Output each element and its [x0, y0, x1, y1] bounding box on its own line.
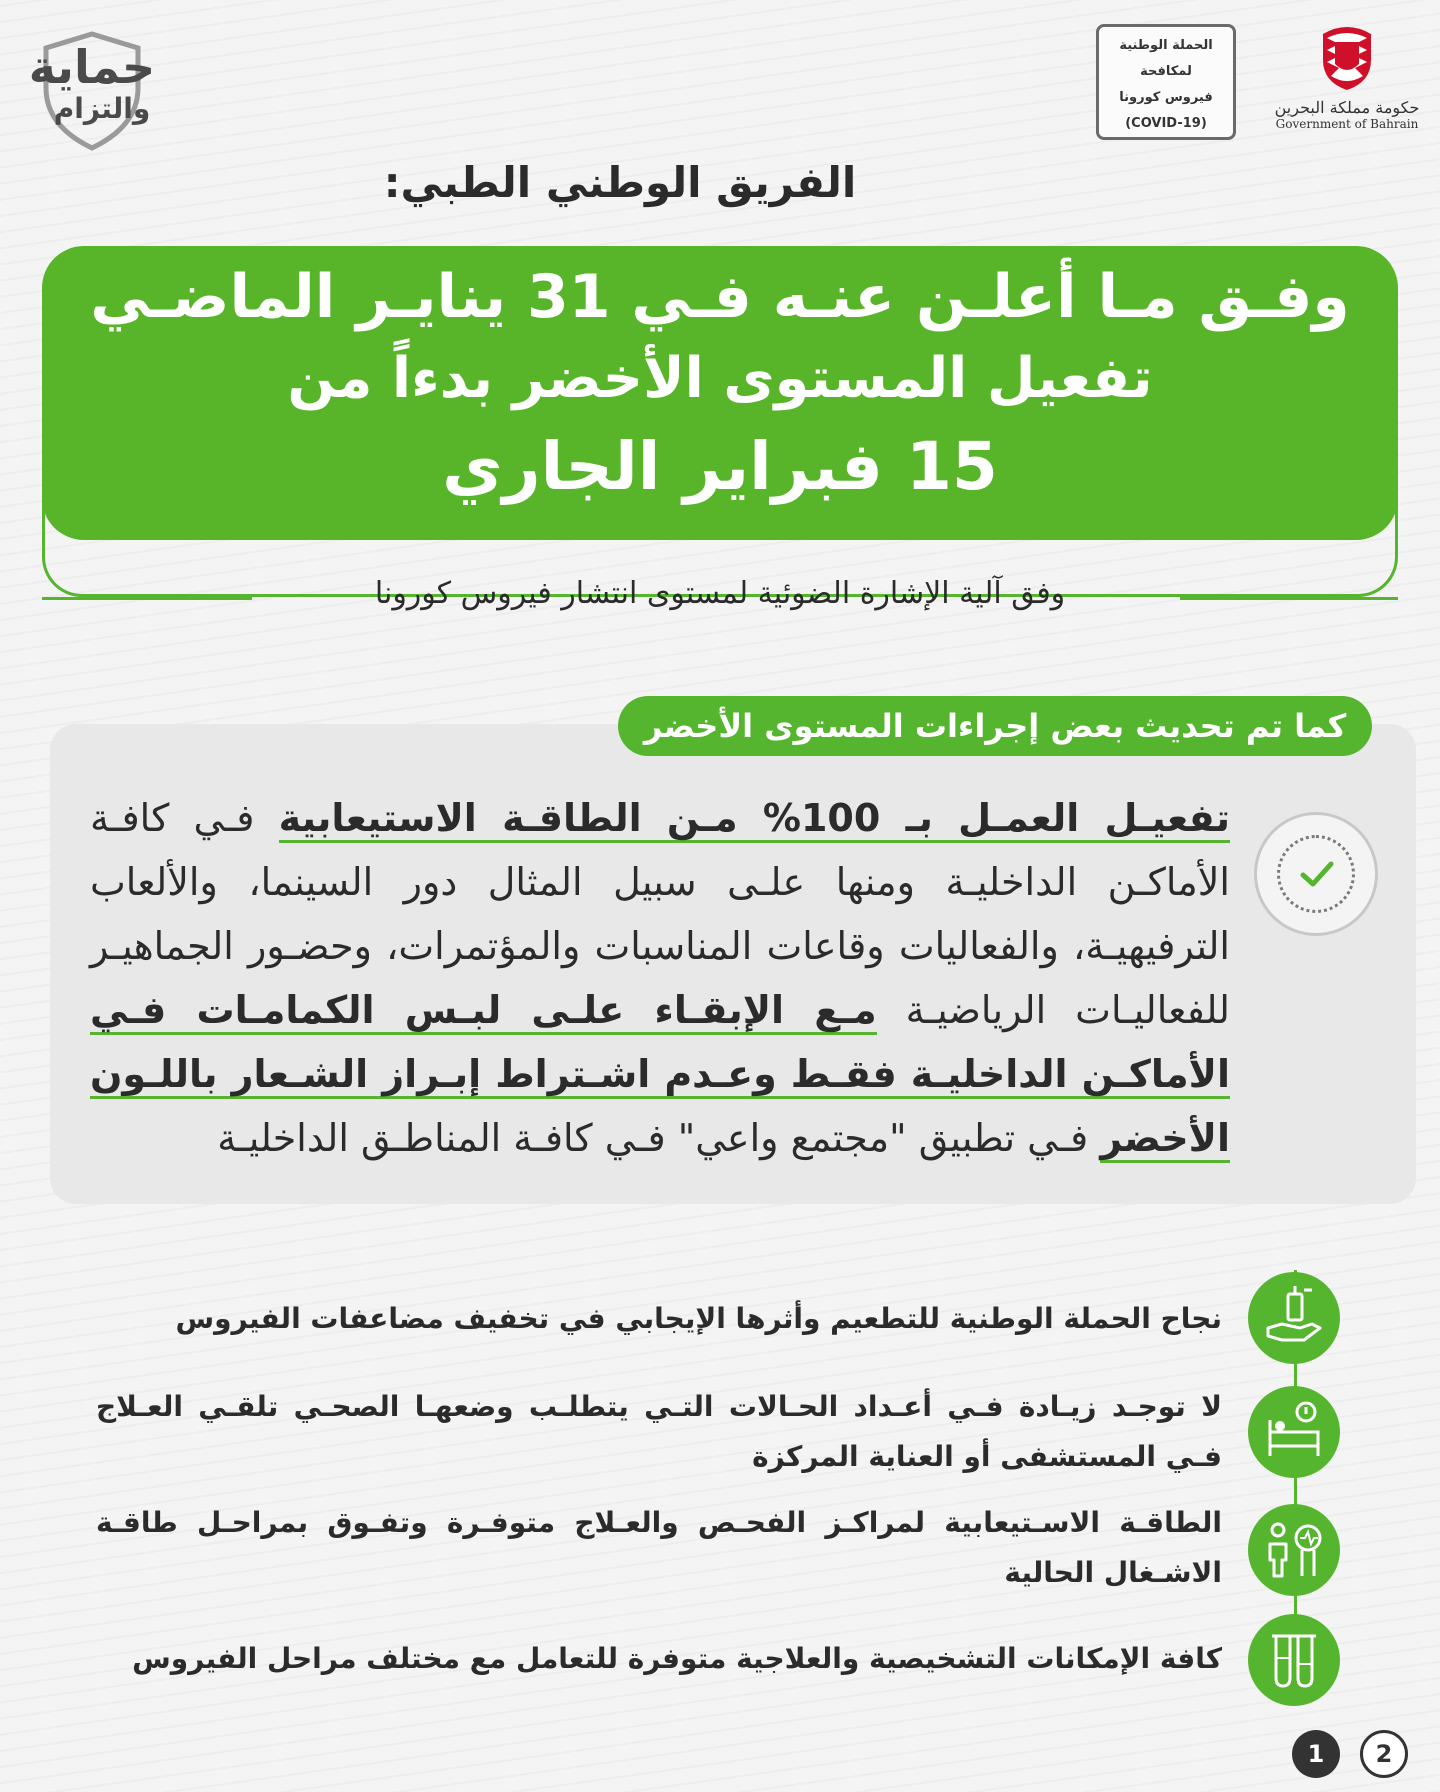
- bahrain-emblem-icon: [1319, 20, 1375, 92]
- measure-text-1: فـي كافـة الأماكـن الداخليـة ومنها علـى سبيل المثال دور السينما، والألعاب الترفيهيـة، والفعاليات وقاعات المناسبات والمؤتمرات، وحضـور الجماهيـر للفعاليـات الرياضيـة: [90, 796, 1230, 1032]
- himaya-subtitle: والتزام: [53, 92, 151, 125]
- green-banner: [42, 246, 1398, 540]
- banner-line-1: وفـق مـا أعلـن عنـه فـي 31 ينايـر الماضـي: [90, 262, 1350, 332]
- list-item: نجاح الحملة الوطنية للتطعيم وأثرها الإيجابي في تخفيف مضاعفات الفيروس: [175, 1302, 1222, 1335]
- measures-text: [90, 786, 1230, 1170]
- himaya-title: حماية: [28, 40, 156, 94]
- measure-highlight-2: مـع الإبقـاء علـى لبـس الكمامـات فـي الأماكـن الداخليـة فقـط وعـدم اشـتراط إبـراز الشـعار باللـون الأخضر: [90, 988, 1230, 1160]
- measures-pill-label: كما تم تحديث بعض إجراءات المستوى الأخضر: [618, 696, 1372, 756]
- hospital-bed-icon: [1248, 1386, 1340, 1478]
- campaign-line: فيروس كورونا: [1119, 90, 1213, 105]
- banner-line-3: 15 فبراير الجاري: [442, 428, 998, 505]
- vaccine-hand-icon: [1248, 1272, 1340, 1364]
- measure-highlight-1: تفعيـل العمـل بـ 100% مـن الطاقـة الاستيعابية: [278, 796, 1231, 840]
- gov-name-arabic: حكومة مملكة البحرين: [1274, 98, 1420, 117]
- page-title: الفريق الوطني الطبي:: [383, 158, 857, 207]
- campaign-line: الحملة الوطنية: [1119, 38, 1213, 53]
- banner-line-2: تفعيل المستوى الأخضر بدءاً من: [287, 346, 1153, 411]
- subtitle: وفق آلية الإشارة الضوئية لمستوى انتشار فيروس كورونا: [374, 576, 1066, 611]
- medical-test-icon: [1248, 1504, 1340, 1596]
- test-tubes-icon: [1248, 1614, 1340, 1706]
- page-indicator-2[interactable]: 2: [1360, 1730, 1408, 1778]
- himaya-logo: [22, 22, 162, 152]
- list-item: الطاقـة الاسـتيعابية لمراكـز الفحـص والعـلاج متوفـرة وتفـوق بمراحـل طاقـة الاشـغال الحالية: [96, 1506, 1222, 1589]
- campaign-line: لمكافحة: [1140, 64, 1192, 79]
- page-indicator-1[interactable]: 1: [1292, 1730, 1340, 1778]
- divider: [42, 597, 252, 600]
- divider: [1180, 597, 1398, 600]
- measure-text-2: فـي تطبيق "مجتمع واعي" فـي كافـة المناطـق الداخليـة: [217, 1116, 1101, 1160]
- checkmark-icon: [1299, 859, 1335, 889]
- covid-campaign-logo: [1096, 24, 1236, 140]
- list-item: لا توجـد زيـادة فـي أعـداد الحـالات التـي يتطلـب وضعهـا الصحـي تلقـي العـلاج فـي المستشفى أو العناية المركزة: [96, 1390, 1222, 1473]
- check-badge: [1254, 812, 1378, 936]
- government-of-bahrain-logo: [1272, 20, 1422, 150]
- campaign-line: (COVID-19): [1125, 116, 1207, 131]
- list-item: كافة الإمكانات التشخيصية والعلاجية متوفرة للتعامل مع مختلف مراحل الفيروس: [132, 1642, 1222, 1675]
- gov-name-english: Government of Bahrain: [1275, 117, 1419, 131]
